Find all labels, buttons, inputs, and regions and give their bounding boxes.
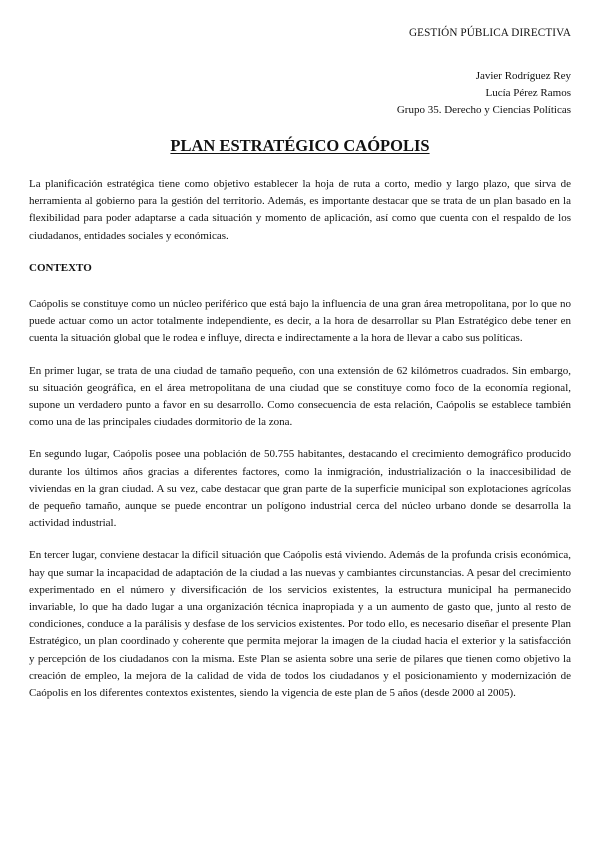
body-paragraph: En tercer lugar, conviene destacar la difícil situación que Caópolis está viviendo. Además de la profunda crisis económica, hay que sumar la incapacidad de adaptación de la ciudad a las nuevas y cambiantes circunstancias. A pesar del crecimiento experimentado en el número y diversificación de los servicios existentes, la estructura municipal ha permanecido invariable, lo que ha dado lugar a una organización técnica inapropiada y a un aumento de gasto que, junto al resto de condiciones, conduce a la parálisis y desfase de los servicios existentes. Por todo ello, es necesario diseñar el presente Plan Estratégico, un plan coordinado y coherente que permita mejorar la imagen de la ciudad hacia el exterior y la satisfacción y percepción de los ciudadanos con la misma. Este Plan se asienta sobre una serie de pilares que tienen como objetivo la creación de empleo, la mejora de la calidad de vida de todos los ciudadanos y el posicionamiento y modernización de Caópolis en los diferentes contextos existentes, siendo la vigencia de este plan de 5 años (desde 2000 al 2005). — [29, 549, 571, 700]
document-title: PLAN ESTRATÉGICO CAÓPOLIS — [170, 136, 430, 155]
section-heading: CONTEXTO — [29, 261, 92, 274]
author-name: Javier Rodríguez Rey — [475, 70, 571, 82]
author-group: Grupo 35. Derecho y Ciencias Políticas — [396, 104, 571, 116]
intro-paragraph: La planificación estratégica tiene como objetivo establecer la hoja de ruta a corto, medio y largo plazo, que sirva de herramienta al gobierno para la gestión del territorio. Además, es importante destacar que se trata de un plan basado en la flexibilidad para poder adaptarse a cada situación y momento de aplicación, así como que cuenta con el respaldo de los ciudadanos, entidades sociales y económicas. — [29, 178, 571, 242]
document-body — [29, 176, 571, 702]
body-paragraph: Caópolis se constituye como un núcleo periférico que está bajo la influencia de una gran área metropolitana, por lo que no puede actuar como un actor totalmente independiente, es decir, a la hora de desarrollar su Plan Estratégico debe tener en cuenta la situación global que le rodea e influye, directa e indirectamente a la hora de llevar a cabo sus políticas. — [29, 298, 571, 345]
author-block — [397, 68, 571, 119]
author-name: Lucía Pérez Ramos — [485, 87, 571, 99]
header-organization: GESTIÓN PÚBLICA DIRECTIVA — [408, 27, 571, 39]
body-paragraph: En segundo lugar, Caópolis posee una población de 50.755 habitantes, destacando el crecimiento demográfico producido durante los últimos años gracias a diferentes factores, como la inmigración, industrialización o la inaccesibilidad de viviendas en la gran ciudad. A su vez, cabe destacar que gran parte de la superficie municipal son explotaciones agrícolas de pequeño tamaño, aunque se puede encontrar un polígono industrial cerca del núcleo urbano donde se desarrolla la actividad industrial. — [29, 448, 571, 530]
body-paragraph: En primer lugar, se trata de una ciudad de tamaño pequeño, con una extensión de 62 kilómetros cuadrados. Sin embargo, su situación geográfica, en el área metropolitana de una ciudad que se constituye como foco de la economía regional, supone un verdadero punto a favor en su desarrollo. Como consecuencia de esta relación, Caópolis se establece también como una de las principales ciudades dormitorio de la zona. — [29, 364, 571, 429]
